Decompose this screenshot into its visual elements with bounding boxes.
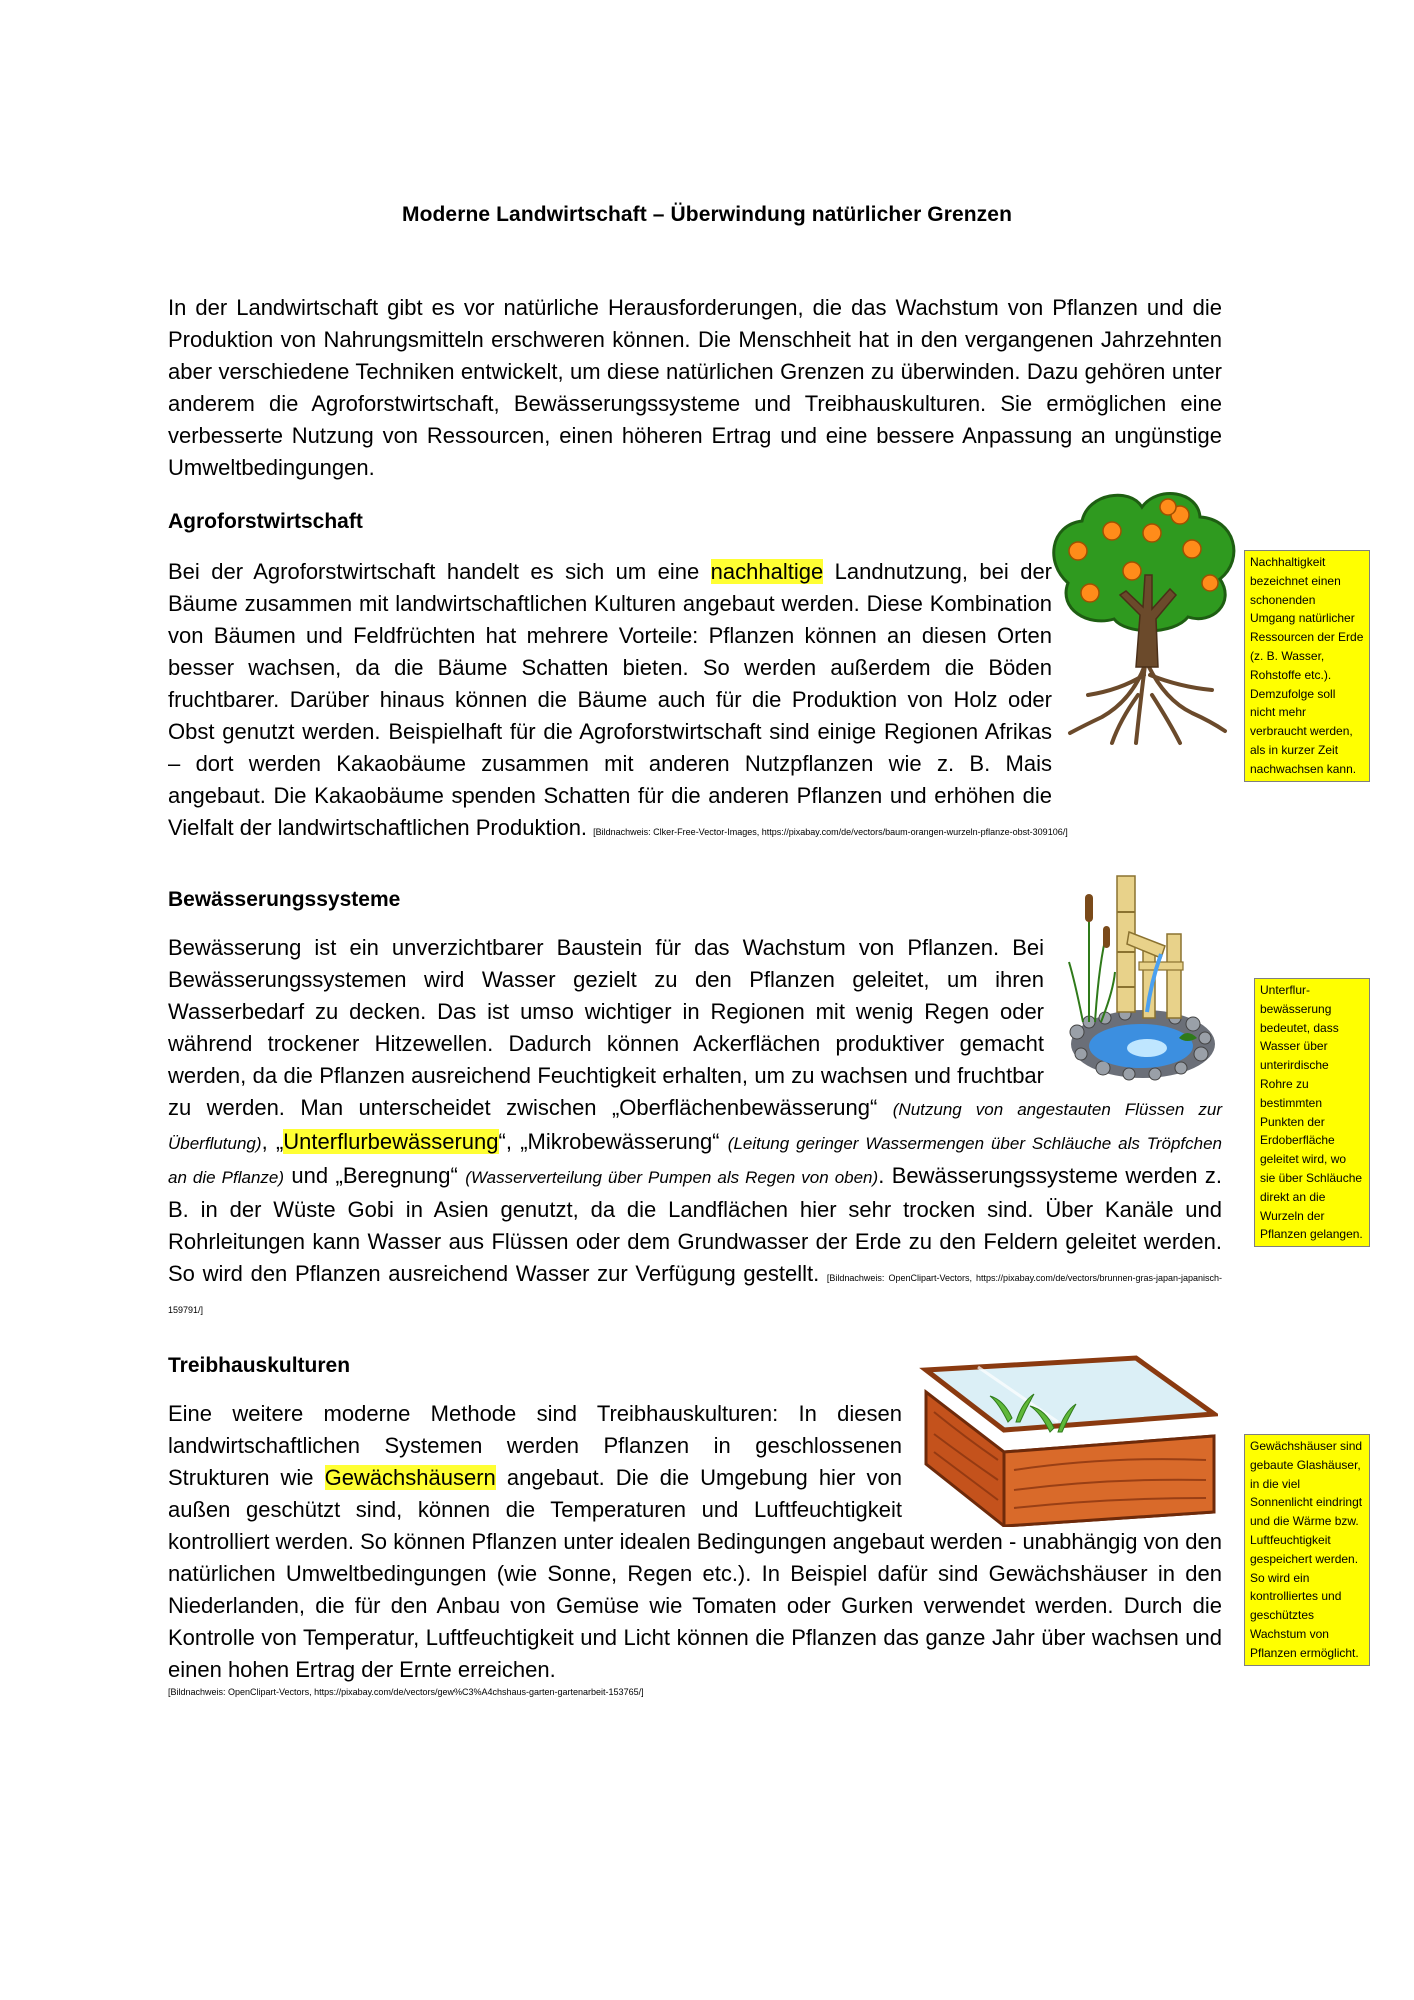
highlight-unterflur-2: Unterflurbewässerung	[283, 1129, 499, 1154]
highlight-gewaechshaeusern: Gewächshäusern	[324, 1465, 496, 1490]
note-gewaechshaeuser: Gewächshäuser sind gebaute Glashäuser, in die viel Sonnenlicht eindringt und die Wärme bzw. Luftfeuchtigkeit gespeichert werden. So wird ein kontrolliertes und geschütztes Wachstum von Pflanzen ermöglicht.	[1244, 1434, 1370, 1666]
note-nachhaltigkeit: Nachhaltigkeit bezeichnet einen schonenden Umgang natürlicher Ressourcen der Erde (z. B. Wasser, Rohstoffe etc.). Demzufolge soll nicht mehr verbraucht werden, als in kurzer Zeit nachwachsen kann.	[1244, 550, 1370, 782]
image-credit-greenhouse: [Bildnachweis: OpenClipart-Vectors, https://pixabay.com/de/vectors/gew%C3%A4chshaus-garten-gartenarbeit-153765/]	[168, 1687, 644, 1697]
section-heading-agroforst: Agroforstwirtschaft	[168, 510, 363, 533]
page-title: Moderne Landwirtschaft – Überwindung natürlicher Grenzen	[401, 203, 1012, 226]
note-unterflurbewaesserung: Unterflur-bewässerung bedeutet, dass Wasser über unterirdische Rohre zu bestimmten Punkten der Erdoberfläche geleitet wird, wo sie über Schläuche direkt an die Wurzeln der Pflanzen gelangen.	[1254, 978, 1370, 1247]
image-credit-fountain-2: [Bildnachweis: OpenClipart-Vectors, https://pixabay.com/de/vectors/brunnen-gras-japan-japanisch-159791/]	[168, 1273, 1223, 1315]
section-heading-treibhaus: Treibhauskulturen	[168, 1354, 351, 1377]
highlight-nachhaltige-2: nachhaltige	[710, 559, 824, 584]
image-credit-tree: [Bildnachweis: Clker-Free-Vector-Images, https://pixabay.com/de/vectors/baum-orangen-wurzeln-pflanze-obst-309106/]	[593, 827, 1068, 837]
agroforst-text-block: Bei der Agroforstwirtschaft handelt es sich um eine nachhaltige Landnutzung, bei der Bäume zusammen mit landwirtschaftlichen Kulturen angebaut werden. Diese Kombination von Bäumen und Feldfrüchten hat mehrere Vorteile: Pflanzen können an diesen Orten besser wachsen, da die Bäume Schatten bieten. So werden außerdem die Böden fruchtbarer. Darüber hinaus können die Bäume auch für die Produktion von Holz oder Obst genutzt werden. Beispielhaft für die Agroforstwirtschaft sind einige Regionen Afrikas – dort werden Kakaobäume zusammen mit anderen Nutzpflanzen wie z. B. Mais angebaut. Die Kakaobäume spenden Schatten für die anderen Pflanzen und erhöhen die Vielfalt der landwirtschaftlichen Produktion. [Bildnachweis: Clker-Free-Vector-Images, https://pixabay.com/de/vectors/baum-orangen-wurzeln-pflanze-obst-309106/]	[168, 559, 1068, 840]
intro-paragraph: In der Landwirtschaft gibt es vor natürliche Herausforderungen, die das Wachstum von Pflanzen und die Produktion von Nahrungsmitteln erschweren können. Die Menschheit hat in den vergangenen Jahrzehnten aber verschiedene Techniken entwickelt, um diese natürlichen Grenzen zu überwinden. Dazu gehören unter anderem die Agroforstwirtschaft, Bewässerungssysteme und Treibhauskulturen. Sie ermöglichen eine verbesserte Nutzung von Ressourcen, einen höheren Ertrag und eine bessere Anpassung an ungünstige Umweltbedingungen.	[168, 295, 1222, 480]
bewaesserung-text-block: Bewässerung ist ein unverzichtbarer Baustein für das Wachstum von Pflanzen. Bei Bewässerungssystemen wird Wasser gezielt zu den Pflanzen geleitet, um ihren Wasserbedarf zu decken. Das ist umso wichtiger in Regionen mit wenig Regen oder während trockener Hitzewellen. Dadurch können Ackerflächen produktiver gemacht werden, da die Pflanzen ausreichend Feuchtigkeit erhalten, um zu wachsen und fruchtbar zu werden. Man unterscheidet zwischen „Oberflächenbewässerung“ (Nutzung von angestauten Flüssen zur Überflutung), „Unterflurbewässerung“, „Mikrobewässerung“ (Leitung geringer Wassermengen über Schläuche als Tröpfchen an die Pflanze) und „Beregnung“ (Wasserverteilung über Pumpen als Regen von oben). Bewässerungssysteme werden z. B. in der Wüste Gobi in Asien genutzt, da die Landflächen hier sehr trocken sind. Über Kanäle und Rohrleitungen kann Wasser aus Flüssen oder dem Grundwasser der Erde zu den Feldern geleitet werden. So wird den Pflanzen ausreichend Wasser zur Verfügung gestellt. [Bildnachweis: OpenClipart-Vectors, https://pixabay.com/de/vectors/brunnen-gras-japan-japanisch-159791/]	[168, 935, 1223, 1315]
section-heading-bewaesserung: Bewässerungssysteme	[168, 888, 401, 911]
treibhaus-text-block: Eine weitere moderne Methode sind Treibhauskulturen: In diesen landwirtschaftlichen Systemen werden Pflanzen in geschlossenen Strukturen wie Gewächshäusern angebaut. Die die Umgebung hier von außen geschützt sind, können die Temperaturen und Luftfeuchtigkeit kontrolliert werden. So können Pflanzen unter idealen Bedingungen angebaut werden - unabhängig von den natürlichen Umweltbedingungen (wie Sonne, Regen etc.). In Beispiel dafür sind Gewächshäuser in den Niederlanden, die für den Anbau von Gemüse wie Tomaten oder Gurken verwendet werden. Durch die Kontrolle von Temperatur, Luftfeuchtigkeit und Licht können die Pflanzen das ganze Jahr über wachsen und einen hohen Ertrag der Ernte erreichen. [Bildnachweis: OpenClipart-Vectors, https://pixabay.com/de/vectors/gew%C3%A4chshaus-garten-gartenarbeit-153765/]	[168, 1401, 1222, 1697]
